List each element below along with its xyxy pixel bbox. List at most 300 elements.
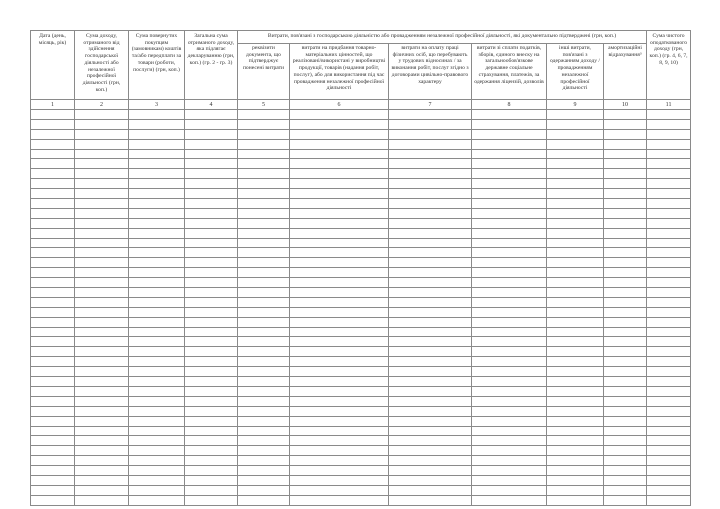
table-cell[interactable] <box>129 367 185 377</box>
table-cell[interactable] <box>389 466 472 476</box>
table-cell[interactable] <box>389 189 472 199</box>
table-cell[interactable] <box>647 179 691 189</box>
table-cell[interactable] <box>472 357 547 367</box>
table-cell[interactable] <box>389 139 472 149</box>
table-cell[interactable] <box>472 208 547 218</box>
table-cell[interactable] <box>238 297 290 307</box>
table-cell[interactable] <box>75 357 129 367</box>
table-cell[interactable] <box>547 189 604 199</box>
table-cell[interactable] <box>290 208 389 218</box>
table-cell[interactable] <box>647 119 691 129</box>
table-cell[interactable] <box>75 495 129 505</box>
table-cell[interactable] <box>290 129 389 139</box>
table-cell[interactable] <box>472 218 547 228</box>
table-cell[interactable] <box>290 337 389 347</box>
table-cell[interactable] <box>389 268 472 278</box>
table-cell[interactable] <box>604 475 647 485</box>
table-cell[interactable] <box>31 327 75 337</box>
table-cell[interactable] <box>472 416 547 426</box>
table-cell[interactable] <box>472 495 547 505</box>
table-cell[interactable] <box>185 159 238 169</box>
table-cell[interactable] <box>185 248 238 258</box>
table-cell[interactable] <box>472 396 547 406</box>
table-cell[interactable] <box>389 218 472 228</box>
table-cell[interactable] <box>75 238 129 248</box>
table-cell[interactable] <box>472 159 547 169</box>
table-cell[interactable] <box>129 228 185 238</box>
table-cell[interactable] <box>472 110 547 120</box>
table-cell[interactable] <box>75 456 129 466</box>
table-cell[interactable] <box>647 485 691 495</box>
table-cell[interactable] <box>31 297 75 307</box>
table-cell[interactable] <box>238 238 290 248</box>
table-cell[interactable] <box>238 129 290 139</box>
table-cell[interactable] <box>185 485 238 495</box>
table-cell[interactable] <box>604 268 647 278</box>
table-cell[interactable] <box>604 129 647 139</box>
table-cell[interactable] <box>547 377 604 387</box>
table-cell[interactable] <box>604 297 647 307</box>
table-cell[interactable] <box>31 218 75 228</box>
table-cell[interactable] <box>472 456 547 466</box>
table-cell[interactable] <box>75 386 129 396</box>
table-cell[interactable] <box>472 189 547 199</box>
table-cell[interactable] <box>31 238 75 248</box>
table-cell[interactable] <box>185 446 238 456</box>
table-cell[interactable] <box>547 159 604 169</box>
table-cell[interactable] <box>547 110 604 120</box>
table-cell[interactable] <box>238 248 290 258</box>
table-cell[interactable] <box>389 485 472 495</box>
table-cell[interactable] <box>185 129 238 139</box>
table-cell[interactable] <box>290 396 389 406</box>
table-cell[interactable] <box>389 149 472 159</box>
table-cell[interactable] <box>185 367 238 377</box>
table-cell[interactable] <box>647 278 691 288</box>
table-cell[interactable] <box>31 179 75 189</box>
table-cell[interactable] <box>604 307 647 317</box>
table-cell[interactable] <box>604 396 647 406</box>
table-cell[interactable] <box>547 258 604 268</box>
table-cell[interactable] <box>75 159 129 169</box>
table-cell[interactable] <box>129 495 185 505</box>
table-cell[interactable] <box>75 288 129 298</box>
table-cell[interactable] <box>472 406 547 416</box>
table-cell[interactable] <box>647 218 691 228</box>
table-cell[interactable] <box>31 110 75 120</box>
table-cell[interactable] <box>185 189 238 199</box>
table-cell[interactable] <box>389 110 472 120</box>
table-cell[interactable] <box>129 307 185 317</box>
table-cell[interactable] <box>647 495 691 505</box>
table-cell[interactable] <box>129 119 185 129</box>
table-cell[interactable] <box>290 347 389 357</box>
table-cell[interactable] <box>129 377 185 387</box>
table-cell[interactable] <box>129 456 185 466</box>
table-cell[interactable] <box>472 475 547 485</box>
table-cell[interactable] <box>238 475 290 485</box>
table-cell[interactable] <box>472 129 547 139</box>
table-cell[interactable] <box>238 357 290 367</box>
table-cell[interactable] <box>185 406 238 416</box>
table-cell[interactable] <box>185 317 238 327</box>
table-cell[interactable] <box>389 317 472 327</box>
table-cell[interactable] <box>290 179 389 189</box>
table-cell[interactable] <box>185 347 238 357</box>
table-cell[interactable] <box>31 159 75 169</box>
table-cell[interactable] <box>647 258 691 268</box>
table-cell[interactable] <box>129 258 185 268</box>
table-cell[interactable] <box>472 248 547 258</box>
table-cell[interactable] <box>647 208 691 218</box>
table-cell[interactable] <box>31 278 75 288</box>
table-cell[interactable] <box>290 416 389 426</box>
table-cell[interactable] <box>472 327 547 337</box>
table-cell[interactable] <box>290 139 389 149</box>
table-cell[interactable] <box>185 228 238 238</box>
table-cell[interactable] <box>129 406 185 416</box>
table-cell[interactable] <box>604 337 647 347</box>
table-cell[interactable] <box>547 208 604 218</box>
table-cell[interactable] <box>31 466 75 476</box>
table-cell[interactable] <box>129 159 185 169</box>
table-cell[interactable] <box>647 268 691 278</box>
table-cell[interactable] <box>185 327 238 337</box>
table-cell[interactable] <box>290 258 389 268</box>
table-cell[interactable] <box>290 357 389 367</box>
table-cell[interactable] <box>647 416 691 426</box>
table-cell[interactable] <box>129 189 185 199</box>
table-cell[interactable] <box>75 149 129 159</box>
table-cell[interactable] <box>604 367 647 377</box>
table-cell[interactable] <box>389 169 472 179</box>
table-cell[interactable] <box>238 159 290 169</box>
table-cell[interactable] <box>472 228 547 238</box>
table-cell[interactable] <box>547 218 604 228</box>
table-cell[interactable] <box>129 179 185 189</box>
table-cell[interactable] <box>647 288 691 298</box>
table-cell[interactable] <box>547 357 604 367</box>
table-cell[interactable] <box>604 446 647 456</box>
table-cell[interactable] <box>604 406 647 416</box>
table-cell[interactable] <box>604 110 647 120</box>
table-cell[interactable] <box>547 495 604 505</box>
table-cell[interactable] <box>604 347 647 357</box>
table-cell[interactable] <box>31 396 75 406</box>
table-cell[interactable] <box>389 248 472 258</box>
table-cell[interactable] <box>238 307 290 317</box>
table-cell[interactable] <box>75 169 129 179</box>
table-cell[interactable] <box>647 129 691 139</box>
table-cell[interactable] <box>129 327 185 337</box>
table-cell[interactable] <box>290 297 389 307</box>
table-cell[interactable] <box>604 228 647 238</box>
table-cell[interactable] <box>290 238 389 248</box>
table-cell[interactable] <box>389 426 472 436</box>
table-cell[interactable] <box>647 475 691 485</box>
table-cell[interactable] <box>647 327 691 337</box>
table-cell[interactable] <box>75 446 129 456</box>
table-cell[interactable] <box>290 268 389 278</box>
table-cell[interactable] <box>75 278 129 288</box>
table-cell[interactable] <box>647 426 691 436</box>
table-cell[interactable] <box>547 288 604 298</box>
table-cell[interactable] <box>290 426 389 436</box>
table-cell[interactable] <box>647 248 691 258</box>
table-cell[interactable] <box>185 179 238 189</box>
table-cell[interactable] <box>472 179 547 189</box>
table-cell[interactable] <box>547 129 604 139</box>
table-cell[interactable] <box>75 199 129 209</box>
table-cell[interactable] <box>75 307 129 317</box>
table-cell[interactable] <box>238 208 290 218</box>
table-cell[interactable] <box>389 129 472 139</box>
table-cell[interactable] <box>472 297 547 307</box>
table-cell[interactable] <box>185 278 238 288</box>
table-cell[interactable] <box>547 169 604 179</box>
table-cell[interactable] <box>129 446 185 456</box>
table-cell[interactable] <box>31 347 75 357</box>
table-cell[interactable] <box>75 218 129 228</box>
table-cell[interactable] <box>389 199 472 209</box>
table-cell[interactable] <box>604 466 647 476</box>
table-cell[interactable] <box>238 268 290 278</box>
table-cell[interactable] <box>75 268 129 278</box>
table-cell[interactable] <box>238 386 290 396</box>
table-cell[interactable] <box>604 199 647 209</box>
table-cell[interactable] <box>604 189 647 199</box>
table-cell[interactable] <box>31 119 75 129</box>
table-cell[interactable] <box>185 208 238 218</box>
table-cell[interactable] <box>185 357 238 367</box>
table-cell[interactable] <box>129 347 185 357</box>
table-cell[interactable] <box>238 406 290 416</box>
table-cell[interactable] <box>238 367 290 377</box>
table-cell[interactable] <box>185 436 238 446</box>
table-cell[interactable] <box>31 367 75 377</box>
table-cell[interactable] <box>389 396 472 406</box>
table-cell[interactable] <box>31 169 75 179</box>
table-cell[interactable] <box>547 485 604 495</box>
table-cell[interactable] <box>647 317 691 327</box>
table-cell[interactable] <box>647 189 691 199</box>
table-cell[interactable] <box>129 248 185 258</box>
table-cell[interactable] <box>238 179 290 189</box>
table-cell[interactable] <box>647 347 691 357</box>
table-cell[interactable] <box>129 386 185 396</box>
table-cell[interactable] <box>185 337 238 347</box>
table-cell[interactable] <box>238 436 290 446</box>
table-cell[interactable] <box>290 466 389 476</box>
table-cell[interactable] <box>31 377 75 387</box>
table-cell[interactable] <box>185 199 238 209</box>
table-cell[interactable] <box>185 386 238 396</box>
table-cell[interactable] <box>389 238 472 248</box>
table-cell[interactable] <box>472 347 547 357</box>
table-cell[interactable] <box>389 377 472 387</box>
table-cell[interactable] <box>547 307 604 317</box>
table-cell[interactable] <box>185 475 238 485</box>
table-cell[interactable] <box>129 297 185 307</box>
table-cell[interactable] <box>389 208 472 218</box>
table-cell[interactable] <box>472 278 547 288</box>
table-cell[interactable] <box>75 110 129 120</box>
table-cell[interactable] <box>31 426 75 436</box>
table-cell[interactable] <box>75 367 129 377</box>
table-cell[interactable] <box>75 466 129 476</box>
table-cell[interactable] <box>290 218 389 228</box>
table-cell[interactable] <box>647 337 691 347</box>
table-cell[interactable] <box>129 466 185 476</box>
table-cell[interactable] <box>604 386 647 396</box>
table-cell[interactable] <box>547 456 604 466</box>
table-cell[interactable] <box>129 199 185 209</box>
table-cell[interactable] <box>185 377 238 387</box>
table-cell[interactable] <box>31 357 75 367</box>
table-cell[interactable] <box>604 139 647 149</box>
table-cell[interactable] <box>647 396 691 406</box>
table-cell[interactable] <box>129 110 185 120</box>
table-cell[interactable] <box>604 208 647 218</box>
table-cell[interactable] <box>472 119 547 129</box>
table-cell[interactable] <box>604 426 647 436</box>
table-cell[interactable] <box>290 377 389 387</box>
table-cell[interactable] <box>238 139 290 149</box>
table-cell[interactable] <box>604 149 647 159</box>
table-cell[interactable] <box>31 149 75 159</box>
table-cell[interactable] <box>472 258 547 268</box>
table-cell[interactable] <box>185 238 238 248</box>
table-cell[interactable] <box>238 466 290 476</box>
table-cell[interactable] <box>290 446 389 456</box>
table-cell[interactable] <box>290 149 389 159</box>
table-cell[interactable] <box>547 179 604 189</box>
table-cell[interactable] <box>31 475 75 485</box>
table-cell[interactable] <box>290 228 389 238</box>
table-cell[interactable] <box>75 189 129 199</box>
table-cell[interactable] <box>185 495 238 505</box>
table-cell[interactable] <box>290 288 389 298</box>
table-cell[interactable] <box>290 317 389 327</box>
table-cell[interactable] <box>547 248 604 258</box>
table-cell[interactable] <box>547 426 604 436</box>
table-cell[interactable] <box>604 159 647 169</box>
table-cell[interactable] <box>604 278 647 288</box>
table-cell[interactable] <box>604 119 647 129</box>
table-cell[interactable] <box>290 327 389 337</box>
table-cell[interactable] <box>238 149 290 159</box>
table-cell[interactable] <box>129 357 185 367</box>
table-cell[interactable] <box>547 228 604 238</box>
table-cell[interactable] <box>547 278 604 288</box>
table-cell[interactable] <box>604 416 647 426</box>
table-cell[interactable] <box>129 436 185 446</box>
table-cell[interactable] <box>604 377 647 387</box>
table-cell[interactable] <box>389 495 472 505</box>
table-cell[interactable] <box>185 396 238 406</box>
table-cell[interactable] <box>547 238 604 248</box>
table-cell[interactable] <box>75 208 129 218</box>
table-cell[interactable] <box>185 218 238 228</box>
table-cell[interactable] <box>31 228 75 238</box>
table-cell[interactable] <box>389 456 472 466</box>
table-cell[interactable] <box>290 199 389 209</box>
table-cell[interactable] <box>31 199 75 209</box>
table-cell[interactable] <box>238 288 290 298</box>
table-cell[interactable] <box>238 337 290 347</box>
table-cell[interactable] <box>290 386 389 396</box>
table-cell[interactable] <box>472 337 547 347</box>
table-cell[interactable] <box>75 426 129 436</box>
table-cell[interactable] <box>238 377 290 387</box>
table-cell[interactable] <box>75 347 129 357</box>
table-cell[interactable] <box>647 228 691 238</box>
table-cell[interactable] <box>290 436 389 446</box>
table-cell[interactable] <box>238 228 290 238</box>
table-cell[interactable] <box>604 179 647 189</box>
table-cell[interactable] <box>31 317 75 327</box>
table-cell[interactable] <box>604 456 647 466</box>
table-cell[interactable] <box>238 456 290 466</box>
table-cell[interactable] <box>75 248 129 258</box>
table-cell[interactable] <box>547 406 604 416</box>
table-cell[interactable] <box>647 466 691 476</box>
table-cell[interactable] <box>472 386 547 396</box>
table-cell[interactable] <box>129 208 185 218</box>
table-cell[interactable] <box>290 475 389 485</box>
table-cell[interactable] <box>129 218 185 228</box>
table-cell[interactable] <box>547 367 604 377</box>
table-cell[interactable] <box>129 268 185 278</box>
table-cell[interactable] <box>185 139 238 149</box>
table-cell[interactable] <box>547 436 604 446</box>
table-cell[interactable] <box>129 238 185 248</box>
table-cell[interactable] <box>389 228 472 238</box>
table-cell[interactable] <box>547 199 604 209</box>
table-cell[interactable] <box>75 119 129 129</box>
table-cell[interactable] <box>31 436 75 446</box>
table-cell[interactable] <box>238 218 290 228</box>
table-cell[interactable] <box>389 446 472 456</box>
table-cell[interactable] <box>31 416 75 426</box>
table-cell[interactable] <box>647 357 691 367</box>
table-cell[interactable] <box>647 377 691 387</box>
table-cell[interactable] <box>547 297 604 307</box>
table-cell[interactable] <box>290 307 389 317</box>
table-cell[interactable] <box>31 258 75 268</box>
table-cell[interactable] <box>647 307 691 317</box>
table-cell[interactable] <box>472 139 547 149</box>
table-cell[interactable] <box>238 110 290 120</box>
table-cell[interactable] <box>31 129 75 139</box>
table-cell[interactable] <box>75 228 129 238</box>
table-cell[interactable] <box>75 297 129 307</box>
table-cell[interactable] <box>75 139 129 149</box>
table-cell[interactable] <box>647 297 691 307</box>
table-cell[interactable] <box>547 347 604 357</box>
table-cell[interactable] <box>472 169 547 179</box>
table-cell[interactable] <box>472 377 547 387</box>
table-cell[interactable] <box>185 110 238 120</box>
table-cell[interactable] <box>238 317 290 327</box>
table-cell[interactable] <box>238 169 290 179</box>
table-cell[interactable] <box>547 327 604 337</box>
table-cell[interactable] <box>185 149 238 159</box>
table-cell[interactable] <box>472 307 547 317</box>
table-cell[interactable] <box>647 446 691 456</box>
table-cell[interactable] <box>604 238 647 248</box>
table-cell[interactable] <box>472 238 547 248</box>
